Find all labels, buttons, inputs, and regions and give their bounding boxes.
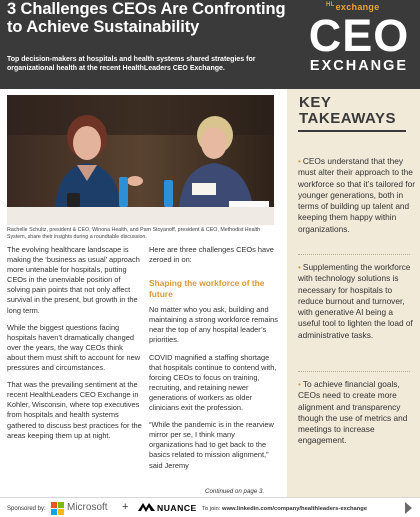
logo-exchange-text: EXCHANGE [309, 58, 409, 74]
sidebar-title: KEY TAKEAWAYS [299, 94, 397, 127]
next-page-icon[interactable] [404, 501, 414, 515]
article-column-left [7, 245, 143, 448]
paragraph: Here are three challenges CEOs have zeroed in on: [149, 245, 274, 265]
paragraph: COVID magnified a staffing shortage that hospitals continue to contend with, forcing CEOs to focus on training, recruiting, and retaining newer generations of workers as older clinicians exit the profession. [149, 352, 277, 413]
takeaway-separator [298, 371, 410, 372]
paragraph: That was the prevailing sentiment at the recent HealthLeaders CEO Exchange in Kohler, Wisconsin, where top executives from hospitals and health systems gathered to discuss best practices for the areas keeping them up at night. [7, 380, 142, 440]
paragraph: “While the pandemic is in the rearview mirror per se, I think many organizations had to get back to the basics related to mission alignment,” said Jeremy [149, 420, 274, 470]
article-column-right [149, 245, 279, 478]
sponsored-label: Sponsored by: [7, 506, 46, 512]
bullet-icon: • [298, 156, 301, 166]
takeaway-separator [298, 254, 410, 255]
photo-caption: Rachelle Schultz, president & CEO, Winona Health, and Pam Stoyanoff, president & CEO, Methodist Health System, share their insights during a roundtable discussion. [7, 227, 261, 240]
microsoft-wordmark: Microsoft [67, 502, 108, 513]
bullet-icon: • [298, 262, 301, 272]
join-link[interactable]: To join: www.linkedin.com/company/healthleaders-exchange [202, 506, 368, 512]
event-photo [7, 95, 274, 225]
takeaway-item: • Supplementing the workforce with technology solutions is necessary for hospitals to reduce burnout and turnover, with generative AI being a useful tool to lighten the load of administrative tasks. [298, 262, 413, 340]
takeaway-item: • To achieve financial goals, CEOs need to create more alignment and transparency though the use of metrics and meetings to increase engagement. [298, 379, 408, 446]
page-subtitle: Top decision-makers at hospitals and health systems shared strategies for organizational health at the recent HealthLeaders CEO Exchange. [7, 56, 256, 72]
header-band [0, 0, 420, 89]
footer [0, 497, 420, 517]
section-heading: Shaping the workforce of the future [149, 278, 265, 299]
plus-sign: + [122, 501, 129, 513]
paragraph: The evolving healthcare landscape is making the ‘business as usual’ approach more untenable for hospitals, putting CEOs in the unenviable position of solving pain points that not only affect survival in the present, but growth in the long term. [7, 245, 140, 315]
takeaway-item: • CEOs understand that they must alter their approach to the workforce so that it’s tailored for younger generations, both in terms of building up talent and keeping them happy within organizations. [298, 156, 415, 234]
nuance-logo-icon [138, 502, 155, 513]
microsoft-logo-icon [51, 502, 64, 515]
paragraph: No matter who you ask, building and maintaining a strong workforce remains near the top of any hospital leader’s priorities. [149, 305, 278, 345]
logo-ceo-text: CEO [308, 10, 410, 61]
bullet-icon: • [298, 379, 301, 389]
hl-exchange-wordmark: $^{HL}$exchange [326, 2, 380, 12]
page-title: 3 Challenges CEOs Are Confronting to Achieve Sustainability [7, 0, 286, 36]
paragraph: While the biggest questions facing hospitals haven’t dramatically changed over the years, the way CEOs think about them must shift to account for new pressures and circumstances. [7, 322, 141, 373]
continued-note: Continued on page 3. [205, 488, 265, 495]
ceo-exchange-logo [298, 0, 420, 89]
sidebar-divider [298, 130, 406, 132]
nuance-wordmark: NUANCE [157, 503, 197, 513]
key-takeaways-sidebar [287, 89, 420, 513]
